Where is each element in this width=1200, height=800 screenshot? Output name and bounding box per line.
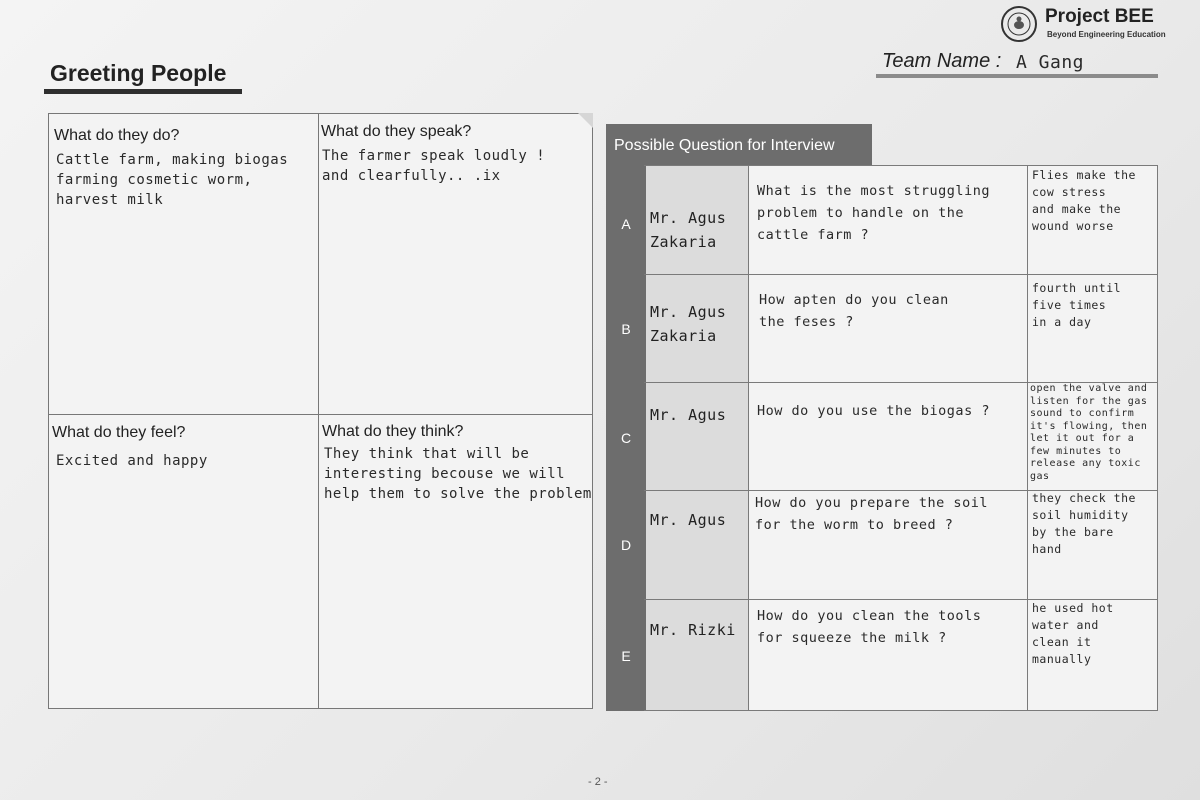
interviewee-name: Mr. Agus [650, 511, 727, 529]
speak-question: What do they speak? [321, 123, 472, 140]
interview-answer: they check the soil humidity by the bare hand [1032, 491, 1136, 556]
interviewee-name: Mr. Agus Zakaria [650, 209, 727, 251]
interview-question: How do you use the biogas ? [757, 403, 990, 419]
interviewee-name: Mr. Rizki [650, 621, 736, 639]
page-fold-corner [578, 113, 593, 128]
team-name-underline [876, 74, 1158, 78]
speak-answer: The farmer speak loudly ! and clearfully.. .ix [322, 148, 546, 184]
interview-answer: Flies make the cow stress and make the wound worse [1032, 168, 1136, 233]
bee-logo-icon [1001, 6, 1037, 42]
interview-answer: open the valve and listen for the gas sound to confirm it's flowing, then let it out for a few minutes to release any toxic gas [1030, 383, 1148, 482]
interview-question: How apten do you clean the feses ? [759, 292, 949, 330]
team-name-label: Team Name : [882, 50, 1002, 72]
project-logo [1001, 6, 1166, 46]
logo-name: Project BEE [1045, 6, 1154, 27]
interview-answer: he used hot water and clean it manually [1032, 601, 1114, 666]
title-underline [44, 89, 242, 94]
row-letter-b: B [621, 321, 631, 337]
row-letter-d: D [620, 537, 632, 553]
table-row-divider [644, 165, 1158, 166]
interview-question: How do you prepare the soil for the worm to breed ? [755, 495, 988, 533]
row-letter-e: E [621, 648, 631, 664]
grid-divider-horizontal [48, 414, 593, 415]
think-question: What do they think? [322, 423, 464, 440]
table-col-divider [748, 165, 749, 711]
interviewee-name: Mr. Agus [650, 406, 727, 424]
team-name-value: A Gang [1016, 52, 1085, 73]
row-letter-a: A [621, 216, 631, 232]
table-row-divider [644, 274, 1158, 275]
interview-question: What is the most struggling problem to handle on the cattle farm ? [757, 183, 990, 243]
feel-answer: Excited and happy [56, 453, 208, 469]
row-letter-c: C [620, 430, 632, 446]
interview-answer: fourth until five times in a day [1032, 281, 1122, 329]
table-col-divider [1157, 165, 1158, 711]
table-row-divider [644, 710, 1158, 711]
page-number: - 2 - [588, 776, 608, 788]
page-title: Greeting People [50, 60, 227, 86]
think-answer: They think that will be interesting becouse we will help them to solve the problem [324, 446, 592, 502]
interview-header: Possible Question for Interview [606, 124, 872, 165]
interview-question: How do you clean the tools for squeeze the milk ? [757, 608, 982, 646]
logo-tagline: Beyond Engineering Education [1047, 30, 1166, 39]
do-answer: Cattle farm, making biogas farming cosmetic worm, harvest milk [56, 152, 289, 208]
grid-divider-vertical [318, 113, 319, 709]
interviewee-name: Mr. Agus Zakaria [650, 303, 727, 345]
do-question: What do they do? [54, 127, 180, 144]
table-col-divider [1027, 165, 1028, 711]
feel-question: What do they feel? [52, 424, 186, 441]
